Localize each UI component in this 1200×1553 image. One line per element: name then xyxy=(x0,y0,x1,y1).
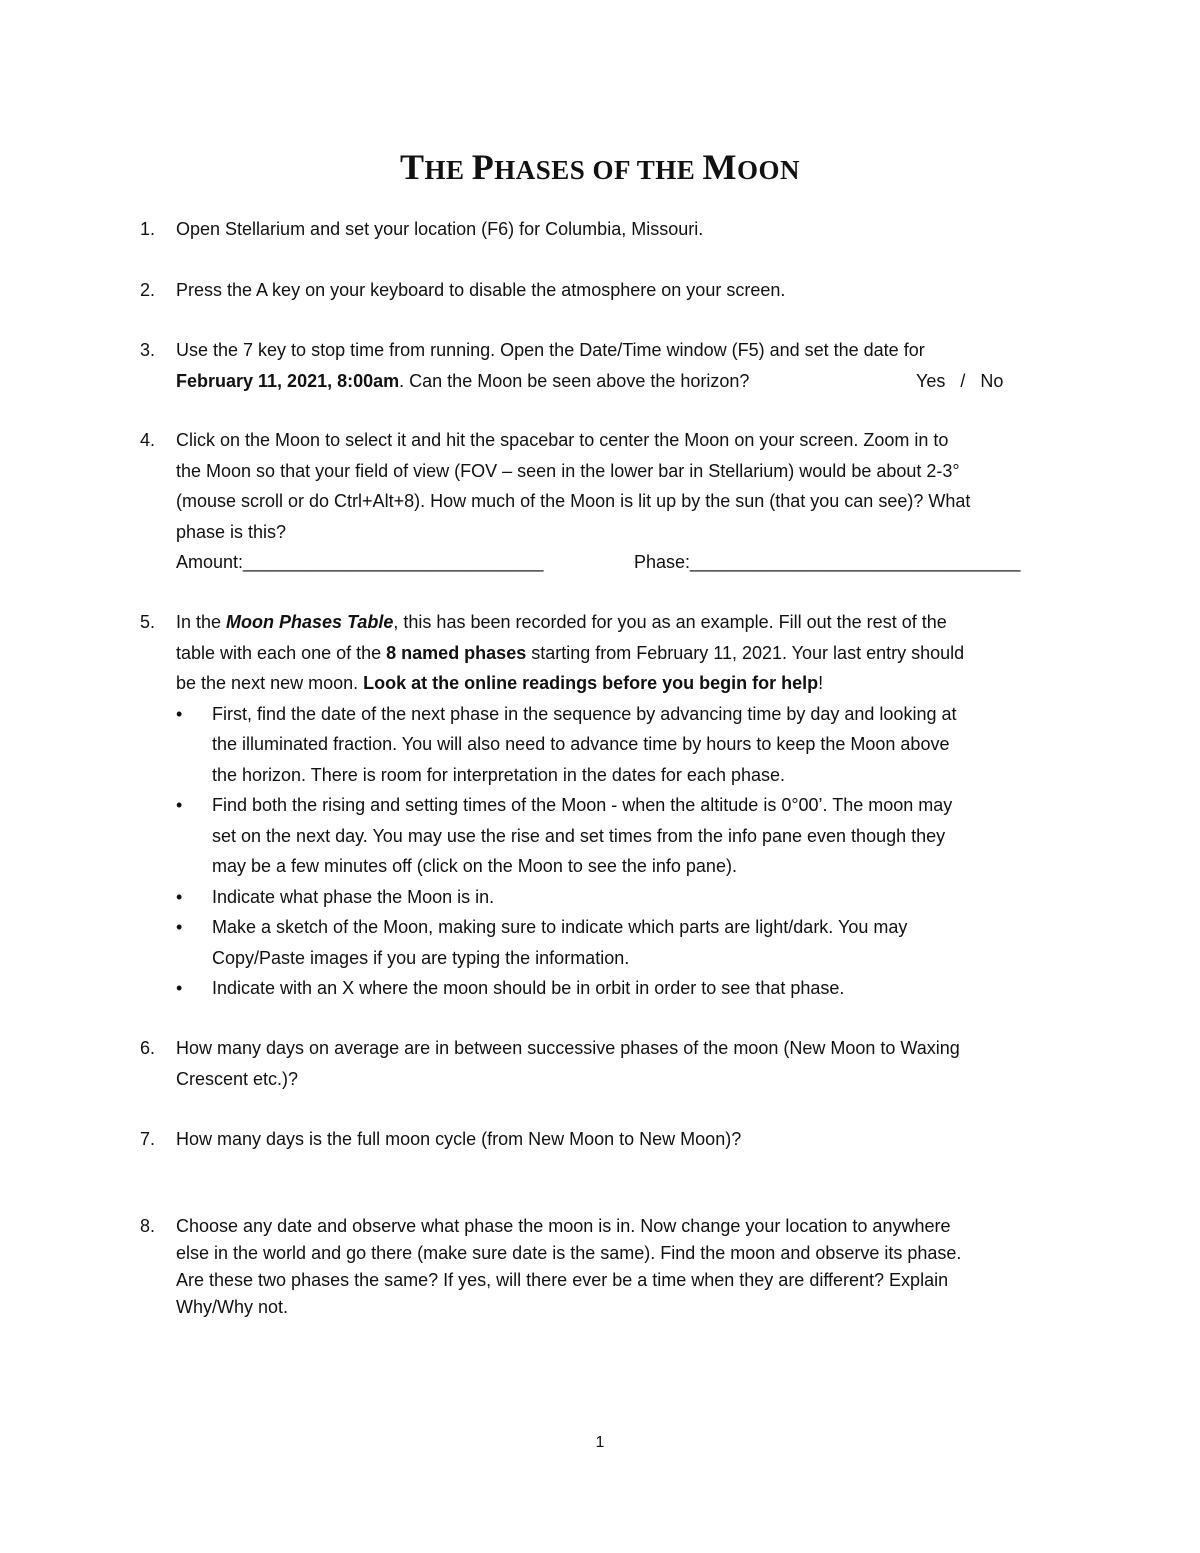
bullet-icon: • xyxy=(176,917,183,937)
question-5: 5. In the Moon Phases Table, this has been recorded for you as an example. Fill out the rest of the table with each one of the 8 named phases starting from February 11, 2021. Your last entry should be the next new moon. Look at the online readings before you begin for help! • First, find the date of the next phase in the sequence by advancing time by day and looking at the illuminated fraction. You will also need to advance time by hours to keep the Moon above the horizon. There is room for interpretation in the dates for each phase. • Find both the rising and setting times of the Moon - when the altitude is 0°00’. The moon may set on the next day. You may use the rise and set times from the info pane even though they may be a few minutes off (click on the Moon to see the info pane). • Indicate what phase the Moon is in. • Make a sketch of the Moon, making sure to indicate which parts are light/dark. You may Copy/Paste images if you are typing the information. • Indicate with an X where the moon should be in orbit in order to see that phase. xyxy=(140,607,1070,1007)
bullet-icon: • xyxy=(176,795,183,815)
question-number: 6. xyxy=(140,1038,156,1058)
question-text: How many days is the full moon cycle (from New Moon to New Moon)? xyxy=(176,1129,742,1149)
question-number: 4. xyxy=(140,430,156,450)
amount-answer-line[interactable]: Amount:______________________________ xyxy=(176,552,544,572)
question-text: . Can the Moon be seen above the horizon? xyxy=(399,370,750,391)
question-text: Use the 7 key to stop time from running. Open the Date/Time window (F5) and set the date for xyxy=(176,340,925,360)
question-text: Click on the Moon to select it and hit the spacebar to center the Moon on your screen. Zoom in to xyxy=(176,430,949,450)
bullet-icon: • xyxy=(176,703,183,724)
question-text: Choose any date and observe what phase the moon is in. Now change your location to anywhere xyxy=(176,1216,951,1236)
question-number: 2. xyxy=(140,280,156,300)
question-text: Open Stellarium and set your location (F6) for Columbia, Missouri. xyxy=(176,219,704,239)
list-item: • Find both the rising and setting times of the Moon - when the altitude is 0°00’. The moon may set on the next day. You may use the rise and set times from the info pane even though they may be a few minutes off (click on the Moon to see the info pane). xyxy=(176,790,1036,882)
date-emphasis: February 11, 2021, 8:00am xyxy=(176,370,400,391)
question-text: the Moon so that your field of view (FOV – seen in the lower bar in Stellarium) would be about 2-3° xyxy=(176,460,960,481)
question-number: 1. xyxy=(140,219,156,239)
question-text: Press the A key on your keyboard to disable the atmosphere on your screen. xyxy=(176,280,786,300)
bullet-icon: • xyxy=(176,978,183,998)
phases-emphasis: 8 named phases xyxy=(386,642,527,663)
question-number: 5. xyxy=(140,612,156,632)
question-text: How many days on average are in between successive phases of the moon (New Moon to Waxing xyxy=(176,1038,960,1058)
bullet-icon: • xyxy=(176,886,183,907)
phase-answer-line[interactable]: Phase:_________________________________ xyxy=(634,552,1021,572)
question-text: phase is this? xyxy=(176,521,287,542)
question-text: Why/Why not. xyxy=(176,1297,289,1317)
list-item: • First, find the date of the next phase in the sequence by advancing time by day and looking at the illuminated fraction. You will also need to advance time by hours to keep the Moon above the horizon. There is room for interpretation in the dates for each phase. xyxy=(176,699,1036,791)
list-item: • Make a sketch of the Moon, making sure to indicate which parts are light/dark. You may Copy/Paste images if you are typing the information. xyxy=(176,912,1036,973)
yes-no-choice: Yes / No xyxy=(916,370,1004,391)
list-item: • Indicate what phase the Moon is in. xyxy=(176,882,1036,913)
instruction-list xyxy=(176,699,1036,1004)
question-number: 8. xyxy=(140,1216,156,1236)
question-text: else in the world and go there (make sure date is the same). Find the moon and observe its phase. xyxy=(176,1243,962,1263)
question-text: Crescent etc.)? xyxy=(176,1068,299,1089)
page-number: 1 xyxy=(595,1434,605,1451)
question-number: 7. xyxy=(140,1129,156,1149)
question-number: 3. xyxy=(140,340,156,360)
question-4 xyxy=(140,425,1070,585)
question-text: (mouse scroll or do Ctrl+Alt+8). How much of the Moon is lit up by the sun (that you can see)? What xyxy=(176,491,971,511)
list-item: • Indicate with an X where the moon should be in orbit in order to see that phase. xyxy=(176,973,1036,1004)
question-text: Are these two phases the same? If yes, will there ever be a time when they are different? Explain xyxy=(176,1270,949,1290)
page-title: THE PHASES OF THE MOON xyxy=(399,147,801,187)
help-emphasis: Look at the online readings before you begin for help xyxy=(363,673,819,693)
table-name: Moon Phases Table xyxy=(226,612,394,632)
